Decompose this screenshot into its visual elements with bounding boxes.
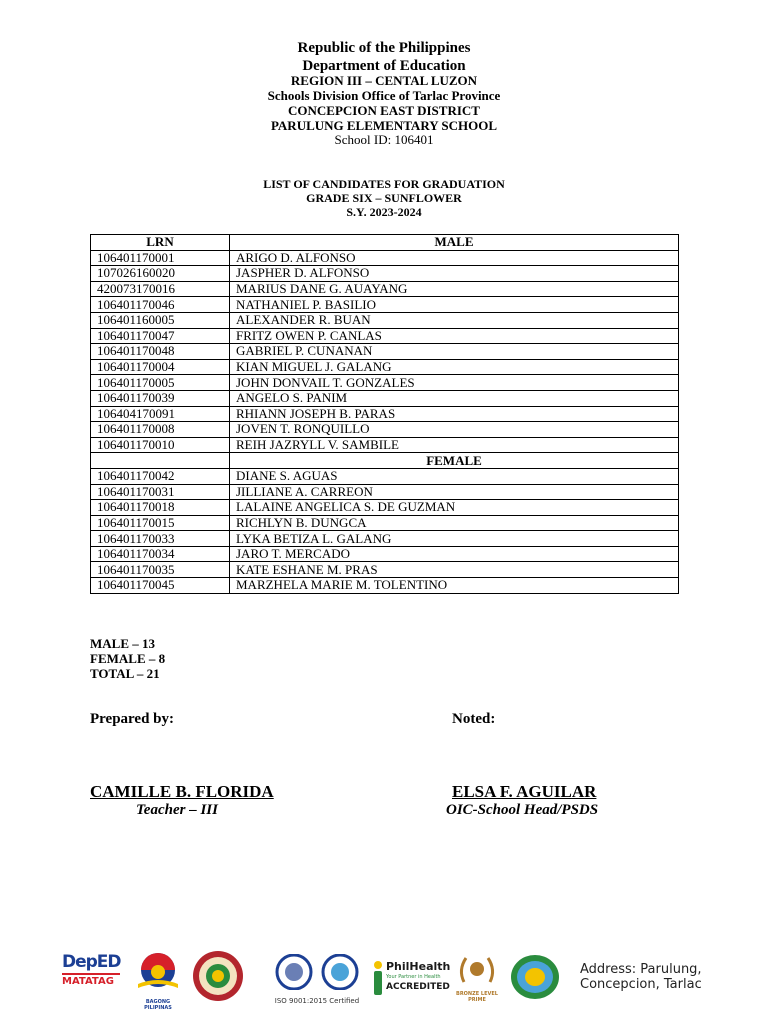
name-cell: MARZHELA MARIE M. TOLENTINO [230,578,679,594]
table-row [91,437,679,453]
department-line: Department of Education [302,58,466,74]
philhealth-text: PhilHealth [386,960,451,973]
grade-section: GRADE SIX – SUNFLOWER [306,191,462,205]
philhealth-figure-icon [372,960,384,996]
summary-block [90,636,165,681]
table-row [91,359,679,375]
lrn-cell: 106401170047 [91,328,230,344]
address-line-1: Address: Parulung, [580,962,702,977]
school-address [580,962,702,992]
name-cell: JOVEN T. RONQUILLO [230,422,679,438]
prepared-by-label: Prepared by: [90,711,175,727]
name-cell: ARIGO D. ALFONSO [230,250,679,266]
table-row [91,515,679,531]
table-row [91,562,679,578]
lrn-cell: 107026160020 [91,266,230,282]
table-row [91,531,679,547]
deped-matatag-logo [62,952,120,1000]
candidates-table [90,234,679,594]
preparer-name: CAMILLE B. FLORIDA [90,782,274,801]
name-cell: JILLIANE A. CARREON [230,484,679,500]
iso-certification-logo [272,954,362,1008]
noter-role: OIC-School Head/PSDS [446,802,599,818]
lrn-cell: 106401170042 [91,468,230,484]
school-seal-logo [510,954,560,1004]
lrn-cell: 106401170015 [91,515,230,531]
female-header: FEMALE [230,453,679,469]
table-row [91,297,679,313]
name-cell: JOHN DONVAIL T. GONZALES [230,375,679,391]
lrn-cell: 106401170046 [91,297,230,313]
name-cell: ANGELO S. PANIM [230,390,679,406]
lrn-cell: 106401160005 [91,312,230,328]
deped-divider [62,973,120,975]
lrn-header: LRN [91,235,230,251]
table-row [91,578,679,594]
name-cell: FRITZ OWEN P. CANLAS [230,328,679,344]
name-cell: GABRIEL P. CUNANAN [230,344,679,360]
bagong-pilipinas-logo [132,950,184,1011]
table-row [91,546,679,562]
name-cell: LALAINE ANGELICA S. DE GUZMAN [230,500,679,516]
iso-seals-icon [272,954,362,990]
name-cell: REIH JAZRYLL V. SAMBILE [230,437,679,453]
male-count: MALE – 13 [90,636,155,651]
table-row [91,312,679,328]
name-cell: RICHLYN B. DUNGCA [230,515,679,531]
noted-label: Noted: [452,711,496,727]
female-subheader-row [91,453,679,469]
school-name: PARULUNG ELEMENTARY SCHOOL [270,118,498,133]
accredited-text: ACCREDITED [386,982,450,992]
document-title: LIST OF CANDIDATES FOR GRADUATION [263,177,505,191]
iso-text: ISO 9001:2015 Certified [274,997,360,1005]
name-cell: KATE ESHANE M. PRAS [230,562,679,578]
table-row [91,422,679,438]
bagong-pilipinas-emblem-icon [132,950,184,994]
female-count: FEMALE – 8 [90,651,166,666]
total-count: TOTAL – 21 [90,666,160,681]
bagong-pilipinas-text: BAGONG PILIPINAS [144,999,172,1011]
noter-name: ELSA F. AGUILAR [452,782,597,801]
lrn-cell: 106404170091 [91,406,230,422]
name-cell: MARIUS DANE G. AUAYANG [230,281,679,297]
name-cell: NATHANIEL P. BASILIO [230,297,679,313]
bronze-text: BRONZE LEVEL PRIME [456,991,498,1003]
table-header-row [91,235,679,251]
lrn-cell: 106401170018 [91,500,230,516]
deped-logo-text: DepED [62,952,121,972]
table-body [91,250,679,593]
name-cell: KIAN MIGUEL J. GALANG [230,359,679,375]
school-seal-icon [510,954,560,1000]
division-seal-logo [192,950,244,1002]
region-line: REGION III – CENTAL LUZON [290,73,478,88]
name-cell: RHIANN JOSEPH B. PARAS [230,406,679,422]
division-seal-icon [192,950,244,1002]
lrn-cell: 106401170010 [91,437,230,453]
republic-line: Republic of the Philippines [297,40,471,56]
lrn-cell: 106401170001 [91,250,230,266]
lrn-cell: 106401170004 [91,359,230,375]
name-cell: JARO T. MERCADO [230,546,679,562]
lrn-cell: 106401170034 [91,546,230,562]
blank-cell [91,453,230,469]
philhealth-tagline: Your Partner in Health [386,974,441,980]
division-line: Schools Division Office of Tarlac Province [267,88,501,103]
lrn-cell: 106401170039 [91,390,230,406]
name-cell: ALEXANDER R. BUAN [230,312,679,328]
table-row [91,500,679,516]
school-id: School ID: 106401 [334,132,434,147]
lrn-cell: 106401170033 [91,531,230,547]
lrn-cell: 106401170008 [91,422,230,438]
district-line: CONCEPCION EAST DISTRICT [288,103,480,118]
table-row [91,328,679,344]
address-line-2: Concepcion, Tarlac [580,977,702,992]
lrn-cell: 106401170031 [91,484,230,500]
table-row [91,266,679,282]
name-cell: DIANE S. AGUAS [230,468,679,484]
table-row [91,250,679,266]
school-year: S.Y. 2023-2024 [346,205,422,219]
preparer-role: Teacher – III [136,802,218,818]
table-row [91,344,679,360]
lrn-cell: 106401170045 [91,578,230,594]
name-cell: JASPHER D. ALFONSO [230,266,679,282]
lrn-cell: 420073170016 [91,281,230,297]
table-row [91,468,679,484]
bronze-level-prime-logo [454,954,500,1004]
table-row [91,484,679,500]
bronze-laurel-icon [454,954,500,986]
table-row [91,406,679,422]
lrn-cell: 106401170035 [91,562,230,578]
lrn-cell: 106401170048 [91,344,230,360]
table-row [91,375,679,391]
matatag-text: MATATAG [62,976,114,987]
table-row [91,281,679,297]
table-row [91,390,679,406]
lrn-cell: 106401170005 [91,375,230,391]
philhealth-accredited-logo [372,958,454,1004]
name-cell: LYKA BETIZA L. GALANG [230,531,679,547]
male-header: MALE [230,235,679,251]
